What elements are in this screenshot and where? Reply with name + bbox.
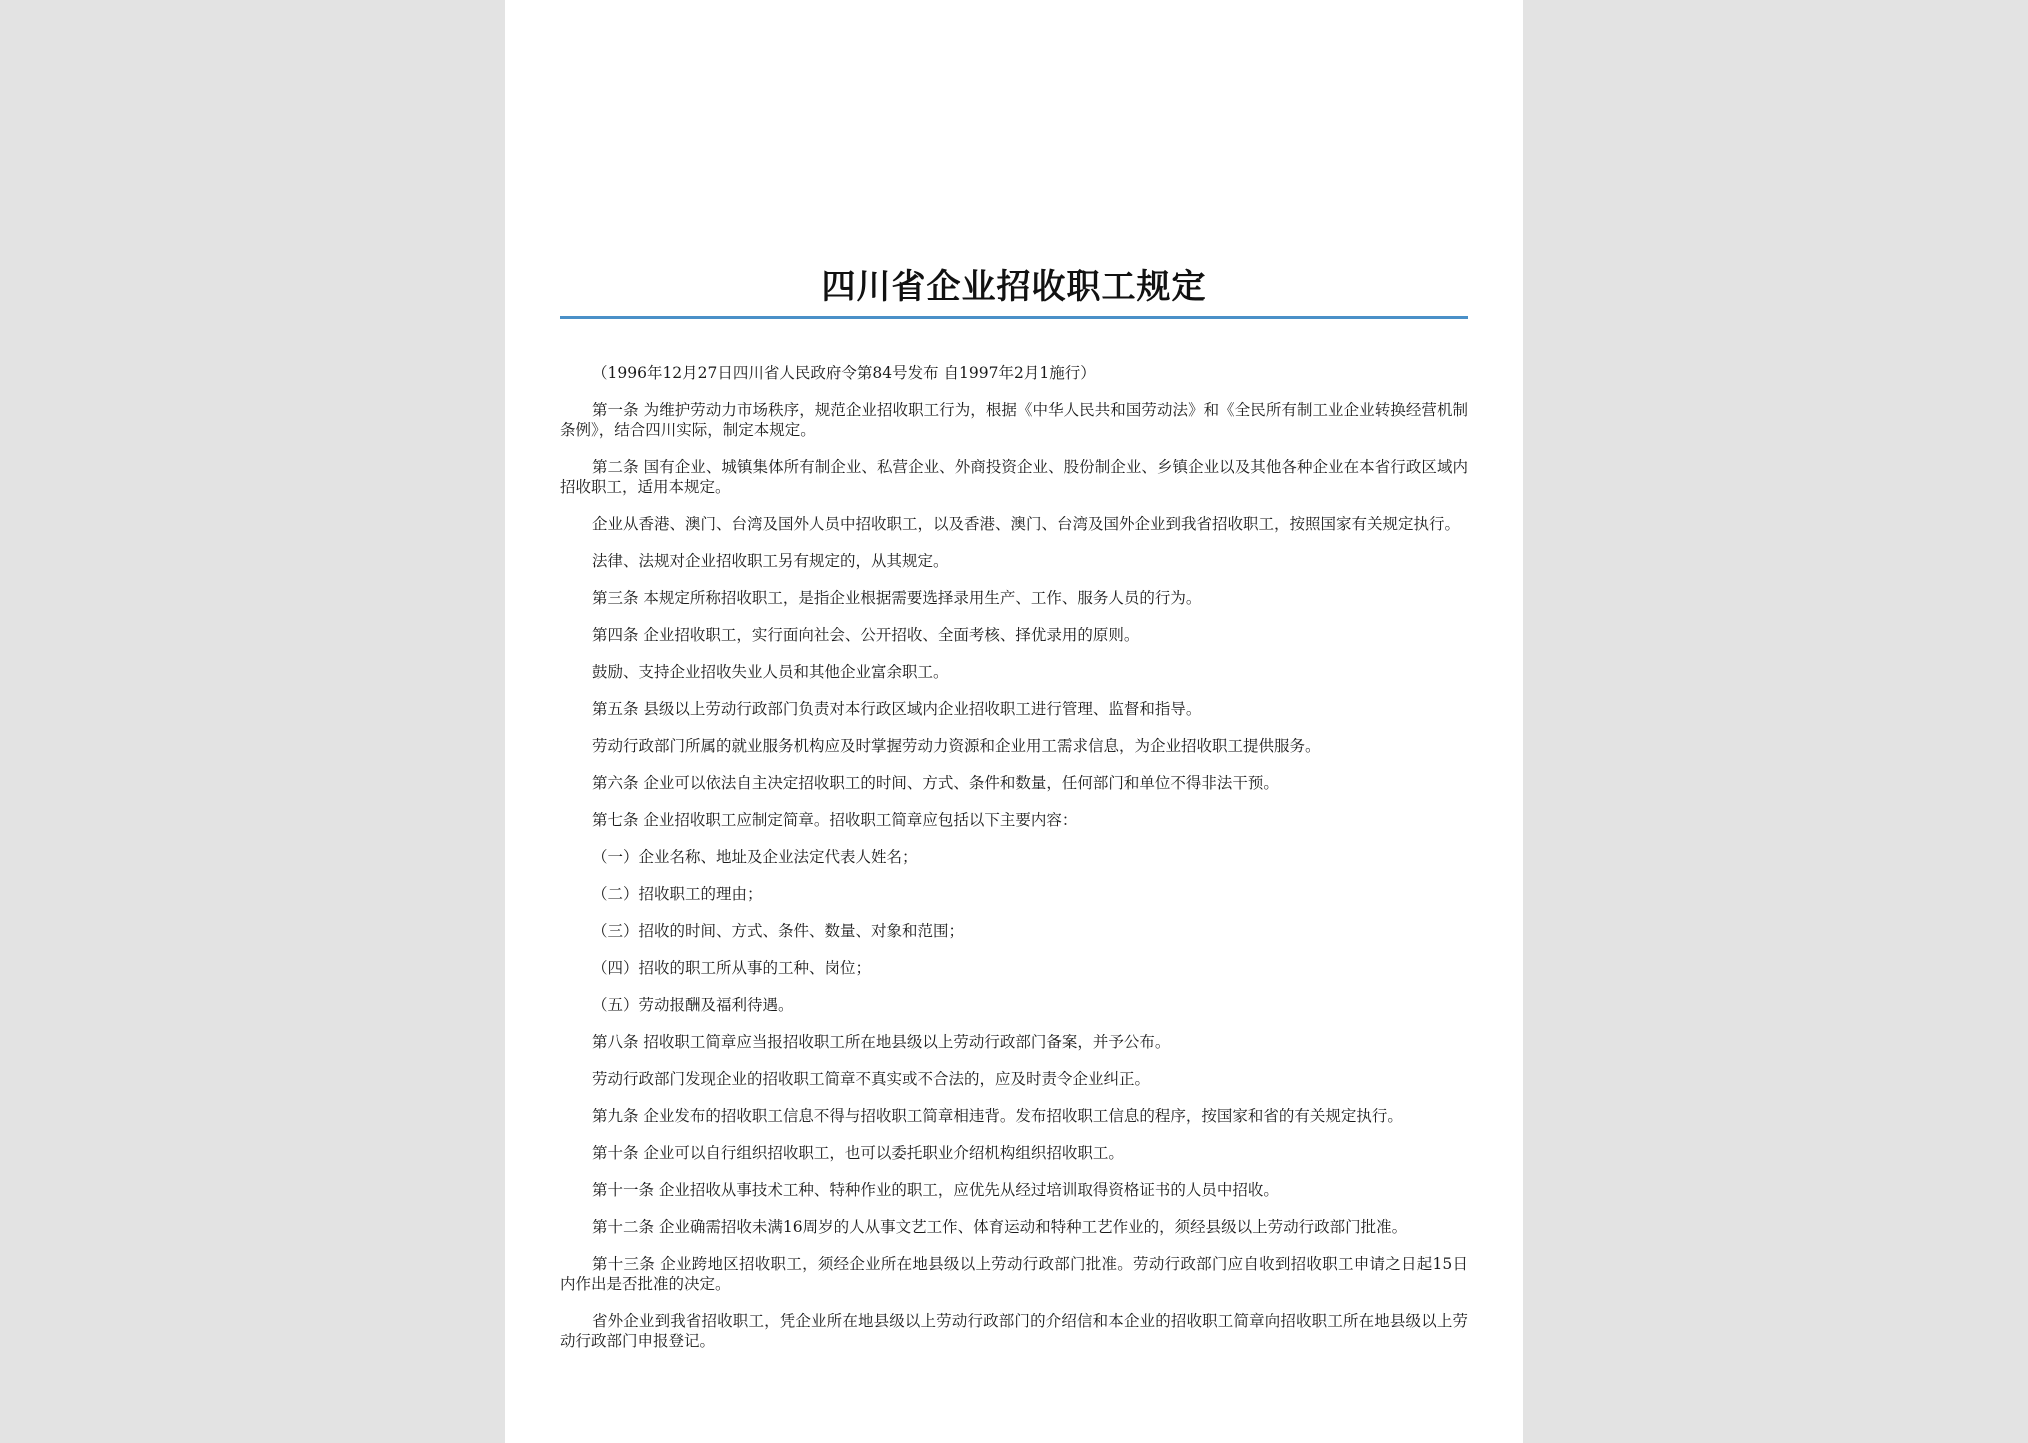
paragraph-article-12: 第十二条 企业确需招收未满16周岁的人从事文艺工作、体育运动和特种工艺作业的，须经县级以上劳动行政部门批准。 — [592, 1218, 1408, 1236]
paragraph-article-7: 第七条 企业招收职工应制定简章。招收职工简章应包括以下主要内容： — [592, 811, 1078, 829]
paragraph-article-1: 第一条 为维护劳动力市场秩序，规范企业招收职工行为，根据《中华人民共和国劳动法》和《全民所有制工业企业转换经营机制条例》，结合四川实际，制定本规定。 — [560, 401, 1468, 439]
paragraph-article-2: 第二条 国有企业、城镇集体所有制企业、私营企业、外商投资企业、股份制企业、乡镇企业以及其他各种企业在本省行政区域内招收职工，适用本规定。 — [560, 458, 1468, 496]
paragraph-article-4-encourage: 鼓励、支持企业招收失业人员和其他企业富余职工。 — [592, 663, 949, 681]
list-item-1: （一）企业名称、地址及企业法定代表人姓名； — [592, 848, 918, 866]
paragraph-article-10: 第十条 企业可以自行组织招收职工，也可以委托职业介绍机构组织招收职工。 — [592, 1144, 1124, 1162]
title-divider — [560, 316, 1468, 319]
paragraph-article-11: 第十一条 企业招收从事技术工种、特种作业的职工，应优先从经过培训取得资格证书的人员中招收。 — [592, 1181, 1279, 1199]
paragraph-article-2-hk-macau-taiwan: 企业从香港、澳门、台湾及国外人员中招收职工，以及香港、澳门、台湾及国外企业到我省招收职工，按照国家有关规定执行。 — [592, 515, 1461, 533]
paragraph-article-9: 第九条 企业发布的招收职工信息不得与招收职工简章相违背。发布招收职工信息的程序，按国家和省的有关规定执行。 — [592, 1107, 1403, 1125]
source-note: （1996年12月27日四川省人民政府令第84号发布 自1997年2月1施行） — [592, 364, 1096, 382]
paragraph-article-6: 第六条 企业可以依法自主决定招收职工的时间、方式、条件和数量，任何部门和单位不得非法干预。 — [592, 774, 1279, 792]
paragraph-article-8: 第八条 招收职工简章应当报招收职工所在地县级以上劳动行政部门备案，并予公布。 — [592, 1033, 1171, 1051]
paragraph-article-13-out-of-province: 省外企业到我省招收职工，凭企业所在地县级以上劳动行政部门的介绍信和本企业的招收职工简章向招收职工所在地县级以上劳动行政部门申报登记。 — [560, 1312, 1468, 1350]
paragraph-article-13: 第十三条 企业跨地区招收职工，须经企业所在地县级以上劳动行政部门批准。劳动行政部门应自收到招收职工申请之日起15日内作出是否批准的决定。 — [560, 1255, 1468, 1293]
paragraph-article-3: 第三条 本规定所称招收职工，是指企业根据需要选择录用生产、工作、服务人员的行为。 — [592, 589, 1202, 607]
list-item-4: （四）招收的职工所从事的工种、岗位； — [592, 959, 872, 977]
paragraph-article-2-law-exception: 法律、法规对企业招收职工另有规定的，从其规定。 — [592, 552, 949, 570]
document-body — [560, 363, 1468, 1351]
paragraph-article-8-correction: 劳动行政部门发现企业的招收职工简章不真实或不合法的，应及时责令企业纠正。 — [592, 1070, 1151, 1088]
paragraph-article-5-employment-service: 劳动行政部门所属的就业服务机构应及时掌握劳动力资源和企业用工需求信息，为企业招收职工提供服务。 — [592, 737, 1321, 755]
list-item-5: （五）劳动报酬及福利待遇。 — [592, 996, 794, 1014]
document-page — [505, 0, 1523, 1443]
list-item-2: （二）招收职工的理由； — [592, 885, 763, 903]
document-title: 四川省企业招收职工规定 — [821, 267, 1207, 307]
paragraph-article-5: 第五条 县级以上劳动行政部门负责对本行政区域内企业招收职工进行管理、监督和指导。 — [592, 700, 1202, 718]
list-item-3: （三）招收的时间、方式、条件、数量、对象和范围； — [592, 922, 965, 940]
paragraph-article-4: 第四条 企业招收职工，实行面向社会、公开招收、全面考核、择优录用的原则。 — [592, 626, 1140, 644]
